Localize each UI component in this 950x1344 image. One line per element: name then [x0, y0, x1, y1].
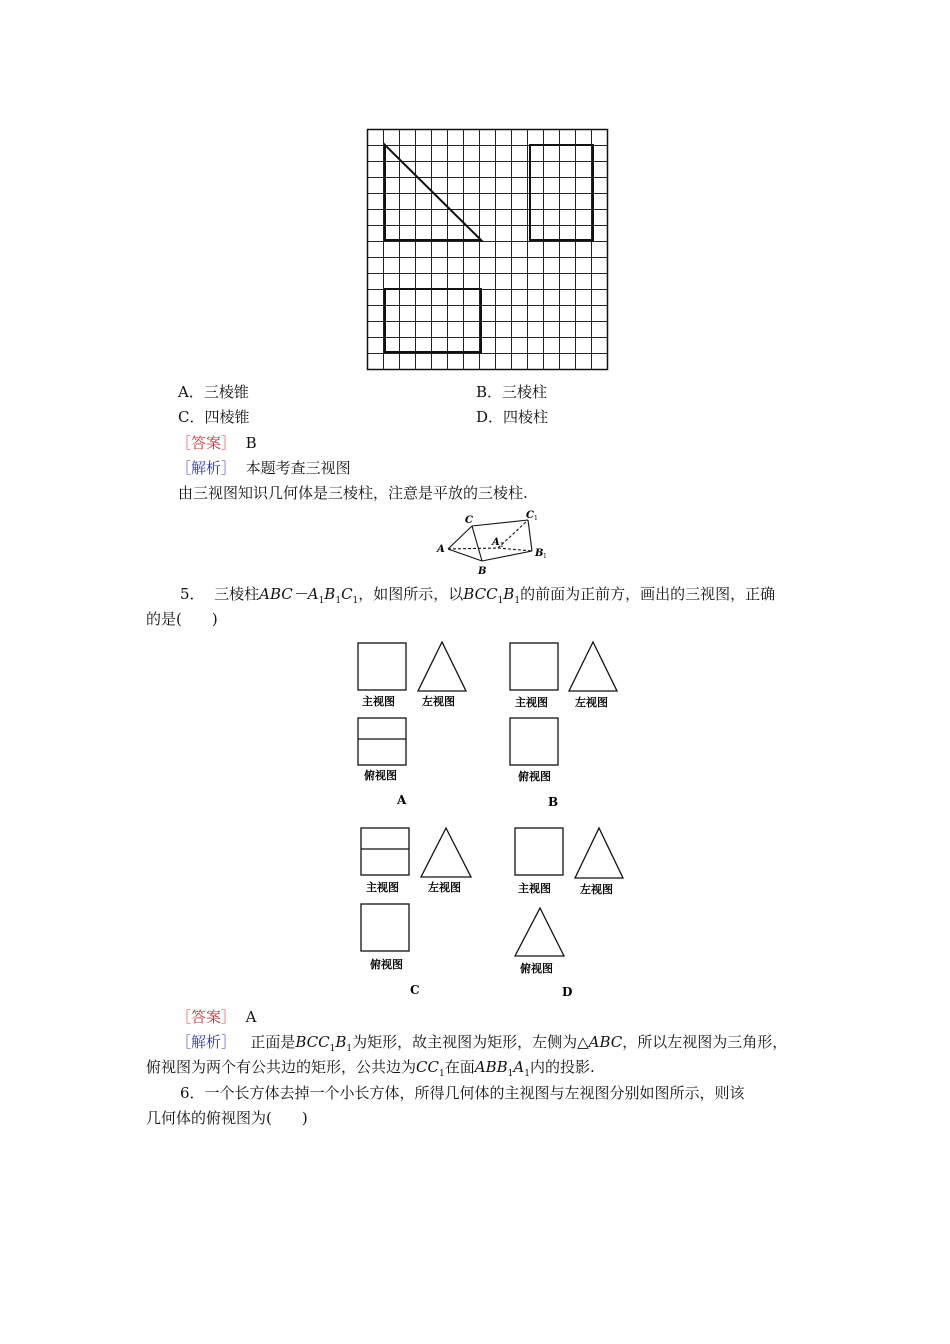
- answer-tag: ［答案］: [176, 1008, 237, 1026]
- label-top-view: 俯视图: [364, 769, 397, 782]
- q5-sub: 1: [346, 1044, 353, 1054]
- analysis-formula: B: [335, 1033, 347, 1051]
- label-C: C: [465, 515, 473, 526]
- label-C1-sub: 1: [534, 515, 538, 522]
- label-main-view: 主视图: [362, 695, 395, 708]
- option-c: C．四棱锥: [178, 408, 250, 426]
- answer-value: A: [245, 1008, 257, 1026]
- option-letter-c: C: [410, 983, 420, 997]
- q5-options-figure: [350, 638, 630, 1000]
- answer-tag: ［答案］: [176, 434, 237, 452]
- analysis-text: 在面: [444, 1058, 475, 1076]
- analysis-text: 为矩形，故主视图为矩形，左侧为△: [352, 1033, 589, 1051]
- option-a: A．三棱锥: [178, 383, 249, 401]
- label-left-view: 左视图: [428, 881, 461, 894]
- analysis-tag: ［解析］: [176, 1033, 237, 1051]
- q5-formula: C: [341, 585, 353, 603]
- label-top-view: 俯视图: [518, 770, 551, 783]
- q5-sub: 1: [497, 596, 504, 606]
- q5-formula: B: [503, 585, 515, 603]
- analysis-formula: ABB: [474, 1058, 508, 1076]
- label-A1: A: [492, 537, 500, 548]
- q5-sub: 1: [514, 596, 521, 606]
- q5-sub: 1: [507, 1069, 514, 1079]
- option-letter-a: A: [397, 793, 407, 807]
- q5-formula: BCC: [463, 585, 498, 603]
- q5-number: 5．: [180, 585, 205, 603]
- analysis-formula: BCC: [295, 1033, 330, 1051]
- q5-answer-line: [176, 1006, 256, 1028]
- option-d: D．四棱柱: [476, 408, 549, 426]
- q5-formula: B: [324, 585, 336, 603]
- label-left-view: 左视图: [575, 696, 608, 709]
- analysis-formula: A: [513, 1058, 525, 1076]
- answer-line: [176, 432, 257, 454]
- label-A: A: [437, 544, 445, 555]
- q6-line-1: 6．一个长方体去掉一个小长方体，所得几何体的主视图与左视图分别如图所示，则该: [180, 1084, 745, 1102]
- answer-value: B: [245, 434, 257, 452]
- q5-text: ，如图所示，以: [358, 585, 464, 603]
- analysis-text: ，所以左视图为三角形，: [622, 1033, 788, 1051]
- three-view-grid-figure: [366, 128, 610, 372]
- option-letter-b: B: [548, 795, 559, 809]
- analysis-text: 正面是: [250, 1033, 296, 1051]
- label-C1: C: [526, 510, 534, 521]
- q5-sub: 1: [524, 1069, 530, 1079]
- q6-line-2: 几何体的俯视图为( ): [146, 1109, 308, 1127]
- label-left-view: 左视图: [580, 883, 613, 896]
- label-A1-sub: 1: [500, 542, 504, 549]
- analysis-text: 内的投影.: [529, 1058, 595, 1076]
- explanation-text: 由三视图知识几何体是三棱柱，注意是平放的三棱柱.: [178, 484, 528, 502]
- label-B1: B: [535, 548, 544, 559]
- analysis-line: [176, 457, 351, 479]
- q5-sub: 1: [318, 596, 325, 606]
- analysis-text: 本题考查三视图: [245, 459, 351, 477]
- q5-sub: 1: [352, 596, 359, 606]
- option-letter-d: D: [562, 985, 573, 999]
- analysis-text: 俯视图为两个有公共边的矩形，公共边为: [146, 1058, 417, 1076]
- q5-sub: 1: [335, 596, 342, 606]
- label-left-view: 左视图: [422, 695, 455, 708]
- label-main-view: 主视图: [515, 696, 548, 709]
- q5-text: 三棱柱: [214, 585, 260, 603]
- q5-text: 的前面为正前方，画出的三视图，正确: [520, 585, 776, 603]
- grid-border: [368, 130, 608, 370]
- label-B: B: [478, 566, 487, 577]
- label-main-view: 主视图: [366, 881, 399, 894]
- q5-line-1: [180, 583, 775, 612]
- q5-analysis-line-2: [146, 1056, 595, 1085]
- analysis-formula: ABC: [588, 1033, 623, 1051]
- prism-figure: [436, 510, 556, 578]
- label-main-view: 主视图: [518, 882, 551, 895]
- analysis-tag: ［解析］: [176, 459, 237, 477]
- q5-sub: 1: [438, 1069, 445, 1079]
- label-top-view: 俯视图: [370, 958, 403, 971]
- label-top-view: 俯视图: [520, 962, 553, 975]
- q5-line-2: 的是( ): [146, 610, 218, 628]
- q5-formula: ABC－A: [259, 585, 319, 603]
- option-b: B．三棱柱: [476, 383, 548, 401]
- label-B1-sub: 1: [543, 553, 547, 560]
- q5-sub: 1: [329, 1044, 336, 1054]
- analysis-formula: CC: [416, 1058, 439, 1076]
